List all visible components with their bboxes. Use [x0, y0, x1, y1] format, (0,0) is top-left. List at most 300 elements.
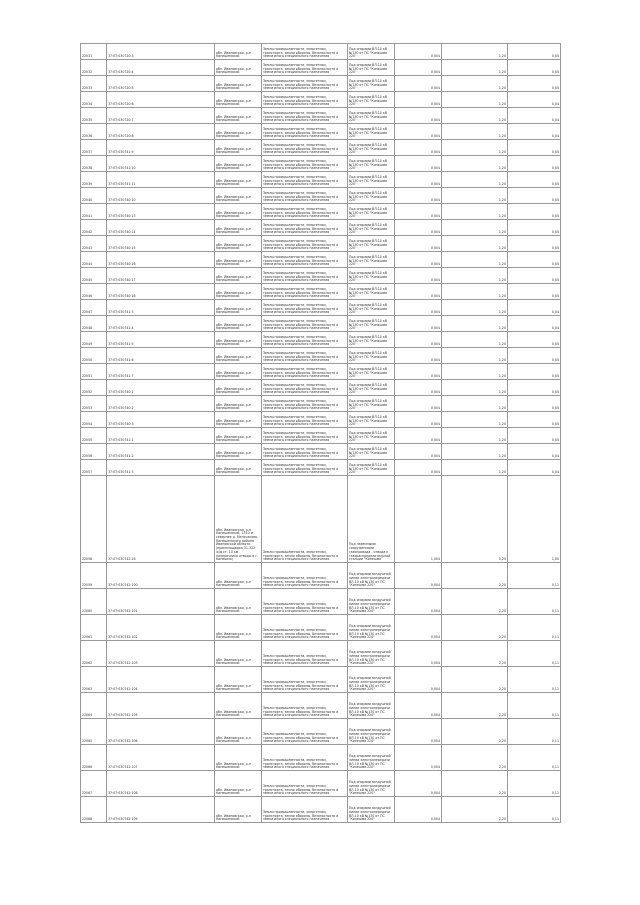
cell-rate — [442, 563, 508, 589]
cell-area-text: 0,004 — [430, 54, 440, 59]
cell-land-category-text: Земли промышленности, энергетики, транспорта, земли обороны, безопасности и земли иного специального назначения — [263, 270, 339, 283]
cell-value-text: 0,05 — [551, 438, 559, 443]
cell-location — [215, 797, 262, 823]
cell-rate — [442, 140, 508, 156]
table-row — [81, 220, 561, 236]
cell-cadastral-number — [107, 124, 215, 140]
cell-rate — [442, 428, 508, 444]
cell-land-category-text: Земли промышленности, энергетики, транспорта, земли обороны, безопасности и земли иного специального назначения — [263, 601, 339, 614]
cell-area-text: 0,004 — [430, 182, 440, 187]
cell-land-category — [262, 476, 348, 563]
cell-area — [395, 188, 442, 204]
cell-location — [215, 745, 262, 771]
cell-rate-text: 1,20 — [498, 86, 506, 91]
cell-rate — [442, 589, 508, 615]
table-row — [81, 693, 561, 719]
cell-cadastral-number-text: 37:07:030720:5 — [108, 86, 134, 91]
cell-permitted-use — [348, 444, 395, 460]
cell-permitted-use — [348, 380, 395, 396]
cell-location-text: обл. Ивановская, р-н Кинешемский — [216, 226, 251, 235]
cell-permitted-use-text: Под наземными сооружениями газопровода - отвода к газораспределительной станции "Кинешма" — [349, 542, 391, 562]
cell-area — [395, 563, 442, 589]
table-row — [81, 444, 561, 460]
cell-row-number — [81, 268, 107, 284]
cell-permitted-use — [348, 745, 395, 771]
cell-value — [508, 124, 561, 140]
cell-land-category — [262, 444, 348, 460]
cell-rate-text: 2,20 — [498, 791, 506, 796]
cell-cadastral-number-text: 37:07:030741:7 — [108, 374, 134, 379]
cell-cadastral-number — [107, 316, 215, 332]
cell-land-category-text: Земли промышленности, энергетики, транспорта, земли обороны, безопасности и земли иного специального назначения — [263, 350, 339, 363]
cell-rate-text: 1,20 — [498, 278, 506, 283]
cell-rate — [442, 220, 508, 236]
cell-rate-text: 1,20 — [498, 246, 506, 251]
cell-area — [395, 156, 442, 172]
cell-permitted-use-text: Под опорами ВЛ-10 кВ №130 от ПС "Кинешма 220" — [349, 46, 387, 59]
cell-location — [215, 615, 262, 641]
cell-cadastral-number — [107, 719, 215, 745]
cell-permitted-use-text: Под опорами ВЛ-10 кВ №130 от ПС "Кинешма 220" — [349, 254, 387, 267]
cell-area — [395, 745, 442, 771]
cell-permitted-use-text: Под опорами ВЛ-10 кВ №130 от ПС "Кинешма 220" — [349, 318, 387, 331]
cell-land-category — [262, 236, 348, 252]
cell-rate — [442, 236, 508, 252]
table-row — [81, 300, 561, 316]
cell-cadastral-number — [107, 204, 215, 220]
cell-row-number — [81, 444, 107, 460]
cell-location — [215, 771, 262, 797]
table-row — [81, 268, 561, 284]
cell-permitted-use-text: Под опорами ВЛ-10 кВ №130 от ПС "Кинешма 220" — [349, 190, 387, 203]
cell-value — [508, 188, 561, 204]
cell-permitted-use — [348, 236, 395, 252]
table-row — [81, 348, 561, 364]
cell-rate-text: 0,25 — [498, 557, 506, 562]
cell-location-text: обл. Ивановская, р-н Кинешемский — [216, 338, 251, 347]
cell-value-text: 0,05 — [551, 54, 559, 59]
cell-cadastral-number-text: 37:07:030720:4 — [108, 70, 134, 75]
cell-value — [508, 172, 561, 188]
cell-rate-text: 2,20 — [498, 765, 506, 770]
cell-value — [508, 460, 561, 476]
cell-row-number — [81, 719, 107, 745]
cell-rate — [442, 188, 508, 204]
cell-rate — [442, 156, 508, 172]
cell-rate — [442, 284, 508, 300]
cell-location-text: обл. Ивановская, р-н Кинешемский — [216, 418, 251, 427]
cell-permitted-use-text: Под опорами ВЛ-10 кВ №130 от ПС "Кинешма 220" — [349, 350, 387, 363]
cell-location — [215, 444, 262, 460]
cell-rate-text: 1,20 — [498, 262, 506, 267]
cell-location — [215, 667, 262, 693]
cell-row-number — [81, 332, 107, 348]
cell-permitted-use-text: Под опорами воздушной линии электропередачи ВЛ-10 кВ №130 от ПС "Кинешма 220" — [349, 806, 391, 822]
cell-area-text: 0,004 — [430, 262, 440, 267]
cell-value-text: 1,00 — [551, 557, 559, 562]
cell-location-text: обл. Ивановская, р-н Кинешемский — [216, 322, 251, 331]
land-registry-sheet — [80, 43, 560, 823]
cell-location — [215, 380, 262, 396]
cell-land-category — [262, 460, 348, 476]
cell-area — [395, 300, 442, 316]
cell-cadastral-number-text: 37:07:030742:108 — [108, 791, 138, 796]
cell-land-category-text: Земли промышленности, энергетики, транспорта, земли обороны, безопасности и земли иного специального назначения — [263, 549, 339, 562]
cell-value — [508, 268, 561, 284]
table-row — [81, 412, 561, 428]
cell-value — [508, 44, 561, 60]
table-row — [81, 76, 561, 92]
cell-area-text: 0,004 — [430, 198, 440, 203]
cell-cadastral-number-text: 37:07:030741:6 — [108, 358, 134, 363]
cell-permitted-use — [348, 563, 395, 589]
cell-area-text: 0,004 — [430, 374, 440, 379]
cell-permitted-use-text: Под опорами ВЛ-10 кВ №130 от ПС "Кинешма 220" — [349, 142, 387, 155]
cell-land-category — [262, 220, 348, 236]
cell-rate — [442, 460, 508, 476]
cell-permitted-use-text: Под опорами воздушной линии электропередачи ВЛ-10 кВ №130 от ПС "Кинешма 220" — [349, 598, 391, 614]
cell-value — [508, 92, 561, 108]
cell-permitted-use — [348, 412, 395, 428]
table-row — [81, 364, 561, 380]
cell-cadastral-number-text: 37:07:030720:3 — [108, 54, 134, 59]
cell-rate-text: 1,20 — [498, 134, 506, 139]
cell-rate-text: 2,20 — [498, 661, 506, 666]
cell-cadastral-number-text: 37:07:030741:10 — [108, 166, 136, 171]
cell-row-number — [81, 108, 107, 124]
cell-cadastral-number-text: 37:07:030740:14 — [108, 230, 136, 235]
cell-location — [215, 719, 262, 745]
cell-row-number-text: 22062 — [82, 661, 93, 666]
cell-cadastral-number — [107, 412, 215, 428]
cell-rate — [442, 615, 508, 641]
cell-cadastral-number-text: 37:07:030740:18 — [108, 294, 136, 299]
table-row — [81, 460, 561, 476]
cell-area-text: 0,004 — [430, 454, 440, 459]
cell-permitted-use-text: Под опорами воздушной линии электропередачи ВЛ-10 кВ №130 от ПС "Кинешма 220" — [349, 650, 391, 666]
cell-value-text: 0,05 — [551, 70, 559, 75]
cell-cadastral-number — [107, 667, 215, 693]
cell-value-text: 0,05 — [551, 294, 559, 299]
cell-value-text: 0,11 — [551, 765, 559, 770]
cell-land-category — [262, 348, 348, 364]
cell-row-number-text: 22058 — [82, 557, 93, 562]
cell-area — [395, 236, 442, 252]
cell-value — [508, 745, 561, 771]
table-row — [81, 428, 561, 444]
table-row — [81, 476, 561, 563]
cell-land-category-text: Земли промышленности, энергетики, транспорта, земли обороны, безопасности и земли иного специального назначения — [263, 414, 339, 427]
cell-area — [395, 396, 442, 412]
cell-land-category — [262, 140, 348, 156]
cell-value — [508, 693, 561, 719]
cell-row-number-text: 22038 — [82, 166, 93, 171]
cell-row-number — [81, 667, 107, 693]
cell-value — [508, 300, 561, 316]
cell-rate-text: 1,20 — [498, 342, 506, 347]
cell-value-text: 0,05 — [551, 278, 559, 283]
cell-land-category — [262, 589, 348, 615]
cell-land-category — [262, 797, 348, 823]
cell-land-category — [262, 719, 348, 745]
cell-land-category — [262, 667, 348, 693]
cell-permitted-use — [348, 76, 395, 92]
cell-permitted-use-text: Под опорами ВЛ-10 кВ №130 от ПС "Кинешма 220" — [349, 382, 387, 395]
cell-rate-text: 1,20 — [498, 470, 506, 475]
cell-location — [215, 124, 262, 140]
table-body — [81, 44, 561, 823]
cell-value — [508, 797, 561, 823]
cell-value — [508, 641, 561, 667]
cell-row-number — [81, 476, 107, 563]
cell-row-number — [81, 412, 107, 428]
cell-cadastral-number — [107, 140, 215, 156]
cell-permitted-use-text: Под опорами ВЛ-10 кВ №130 от ПС "Кинешма 220" — [349, 414, 387, 427]
cell-location — [215, 332, 262, 348]
cell-row-number-text: 22050 — [82, 358, 93, 363]
cell-value — [508, 380, 561, 396]
cell-rate-text: 1,20 — [498, 326, 506, 331]
cell-location-text: обл. Ивановская, р-н Кинешемский — [216, 683, 251, 692]
cell-row-number — [81, 236, 107, 252]
cell-land-category-text: Земли промышленности, энергетики, транспорта, земли обороны, безопасности и земли иного специального назначения — [263, 110, 339, 123]
cell-rate — [442, 719, 508, 745]
cell-area — [395, 60, 442, 76]
cell-location-text: обл. Ивановская, р-н Кинешемский — [216, 50, 251, 59]
cell-row-number — [81, 396, 107, 412]
cell-permitted-use-text: Под опорами ВЛ-10 кВ №130 от ПС "Кинешма 220" — [349, 62, 387, 75]
cell-area-text: 0,004 — [430, 687, 440, 692]
table-row — [81, 771, 561, 797]
cell-permitted-use — [348, 771, 395, 797]
cell-permitted-use — [348, 797, 395, 823]
cell-value-text: 0,11 — [551, 583, 559, 588]
cell-location-text: обл. Ивановская, р-н Кинешемский — [216, 162, 251, 171]
cell-rate-text: 1,20 — [498, 182, 506, 187]
cell-rate-text: 1,20 — [498, 230, 506, 235]
cell-area-text: 0,004 — [430, 102, 440, 107]
cell-area-text: 0,004 — [430, 246, 440, 251]
cell-land-category — [262, 745, 348, 771]
cell-land-category-text: Земли промышленности, энергетики, транспорта, земли обороны, безопасности и земли иного специального назначения — [263, 705, 339, 718]
cell-rate-text: 1,20 — [498, 454, 506, 459]
cell-area-text: 0,004 — [430, 817, 440, 822]
cell-rate — [442, 316, 508, 332]
cell-row-number-text: 22054 — [82, 422, 93, 427]
cell-cadastral-number — [107, 108, 215, 124]
cell-cadastral-number-text: 37:07:030741:11 — [108, 182, 136, 187]
cell-cadastral-number — [107, 300, 215, 316]
cell-location-text: обл. Ивановская, р-н Кинешемский — [216, 194, 251, 203]
cell-value-text: 0,11 — [551, 609, 559, 614]
table-row — [81, 140, 561, 156]
cell-permitted-use — [348, 124, 395, 140]
cell-area — [395, 252, 442, 268]
cell-rate-text: 2,20 — [498, 609, 506, 614]
cell-land-category — [262, 641, 348, 667]
cell-value-text: 0,05 — [551, 374, 559, 379]
cell-permitted-use — [348, 460, 395, 476]
cell-land-category-text: Земли промышленности, энергетики, транспорта, земли обороны, безопасности и земли иного специального назначения — [263, 382, 339, 395]
table-row — [81, 204, 561, 220]
cell-value — [508, 444, 561, 460]
cell-row-number — [81, 140, 107, 156]
cell-area — [395, 332, 442, 348]
cell-area — [395, 460, 442, 476]
cell-cadastral-number-text: 37:07:030742:105 — [108, 713, 138, 718]
cell-location — [215, 44, 262, 60]
table-row — [81, 172, 561, 188]
table-row — [81, 745, 561, 771]
cell-permitted-use-text: Под опорами воздушной линии электропередачи ВЛ-10 кВ №130 от ПС "Кинешма 220" — [349, 676, 391, 692]
cell-land-category — [262, 380, 348, 396]
cell-rate — [442, 204, 508, 220]
cell-row-number-text: 22045 — [82, 278, 93, 283]
table-row — [81, 284, 561, 300]
cell-cadastral-number-text: 37:07:030720:7 — [108, 118, 134, 123]
cell-land-category-text: Земли промышленности, энергетики, транспорта, земли обороны, безопасности и земли иного специального назначения — [263, 575, 339, 588]
cell-permitted-use-text: Под опорами ВЛ-10 кВ №130 от ПС "Кинешма 220" — [349, 462, 387, 475]
cell-location — [215, 412, 262, 428]
cell-cadastral-number — [107, 188, 215, 204]
cell-land-category — [262, 92, 348, 108]
cell-permitted-use — [348, 348, 395, 364]
cell-value — [508, 364, 561, 380]
cell-permitted-use-text: Под опорами ВЛ-10 кВ №130 от ПС "Кинешма 220" — [349, 398, 387, 411]
cell-permitted-use — [348, 667, 395, 693]
cell-area-text: 0,004 — [430, 661, 440, 666]
cell-permitted-use — [348, 92, 395, 108]
cell-rate-text: 1,20 — [498, 214, 506, 219]
cell-row-number-text: 22052 — [82, 390, 93, 395]
cell-value-text: 0,11 — [551, 661, 559, 666]
cell-rate-text: 1,20 — [498, 422, 506, 427]
cell-permitted-use-text: Под опорами воздушной линии электропередачи ВЛ-10 кВ №130 от ПС "Кинешма 220" — [349, 754, 391, 770]
cell-area-text: 0,004 — [430, 583, 440, 588]
cell-land-category-text: Земли промышленности, энергетики, транспорта, земли обороны, безопасности и земли иного специального назначения — [263, 78, 339, 91]
cell-rate-text: 2,20 — [498, 739, 506, 744]
cell-row-number-text: 22066 — [82, 765, 93, 770]
table-row — [81, 124, 561, 140]
cell-row-number-text: 22064 — [82, 713, 93, 718]
cell-value — [508, 771, 561, 797]
cell-location-text: обл. Ивановская, р-н Кинешемский — [216, 709, 251, 718]
cell-land-category-text: Земли промышленности, энергетики, транспорта, земли обороны, безопасности и земли иного специального назначения — [263, 94, 339, 107]
cell-location-text: обл. Ивановская, р-н Кинешемский — [216, 787, 251, 796]
cell-land-category — [262, 204, 348, 220]
cell-permitted-use-text: Под опорами ВЛ-10 кВ №130 от ПС "Кинешма 220" — [349, 334, 387, 347]
cell-permitted-use — [348, 284, 395, 300]
cell-permitted-use-text: Под опорами ВЛ-10 кВ №130 от ПС "Кинешма 220" — [349, 78, 387, 91]
cell-value-text: 0,05 — [551, 342, 559, 347]
cell-cadastral-number — [107, 92, 215, 108]
cell-cadastral-number — [107, 44, 215, 60]
cell-row-number — [81, 156, 107, 172]
cell-cadastral-number-text: 37:07:030742:107 — [108, 765, 138, 770]
cell-row-number — [81, 460, 107, 476]
cell-rate-text: 2,20 — [498, 583, 506, 588]
cell-land-category-text: Земли промышленности, энергетики, транспорта, земли обороны, безопасности и земли иного специального назначения — [263, 334, 339, 347]
table-row — [81, 615, 561, 641]
cell-location-text: обл. Ивановская, р-н Кинешемский — [216, 370, 251, 379]
cell-row-number — [81, 348, 107, 364]
cell-rate-text: 1,20 — [498, 358, 506, 363]
table-row — [81, 188, 561, 204]
cell-row-number — [81, 380, 107, 396]
cell-location-text: обл. Ивановская, р-н Кинешемский — [216, 434, 251, 443]
cell-row-number — [81, 589, 107, 615]
cell-cadastral-number — [107, 348, 215, 364]
cell-land-category-text: Земли промышленности, энергетики, транспорта, земли обороны, безопасности и земли иного специального назначения — [263, 238, 339, 251]
cell-row-number-text: 22056 — [82, 454, 93, 459]
cell-row-number — [81, 693, 107, 719]
table-row — [81, 589, 561, 615]
cell-value — [508, 140, 561, 156]
cell-row-number-text: 22033 — [82, 86, 93, 91]
cell-land-category — [262, 108, 348, 124]
cell-row-number — [81, 204, 107, 220]
cell-location-text: обл. Ивановская, р-н Кинешемский — [216, 354, 251, 363]
table-row — [81, 667, 561, 693]
cell-rate-text: 1,20 — [498, 118, 506, 123]
table-row — [81, 44, 561, 60]
cell-land-category — [262, 188, 348, 204]
cell-rate — [442, 771, 508, 797]
cell-permitted-use — [348, 719, 395, 745]
cell-value-text: 0,11 — [551, 687, 559, 692]
cell-location-text: обл. Ивановская, р-н Кинешемский — [216, 402, 251, 411]
cell-rate-text: 1,20 — [498, 438, 506, 443]
cell-row-number — [81, 44, 107, 60]
cell-location-text: обл. Ивановская, р-н Кинешемский — [216, 657, 251, 666]
cell-land-category — [262, 615, 348, 641]
cell-value-text: 0,05 — [551, 182, 559, 187]
cell-value — [508, 236, 561, 252]
cell-cadastral-number — [107, 156, 215, 172]
cell-area-text: 0,004 — [430, 422, 440, 427]
cell-location-text: обл. Ивановская, р-н Кинешемский, 1310 м севернее д. Мельчаково, Кинешемского района Ивановской области (промплощадка 31-322 ж/д ст. 10 км поперечника отводы в г. Кинешма) — [216, 527, 259, 562]
cell-row-number — [81, 220, 107, 236]
cell-permitted-use-text: Под опорами воздушной линии электропередачи ВЛ-10 кВ №130 от ПС "Кинешма 220" — [349, 702, 391, 718]
cell-row-number — [81, 60, 107, 76]
cell-value — [508, 396, 561, 412]
cell-rate-text: 1,20 — [498, 390, 506, 395]
cell-location-text: обл. Ивановская, р-н Кинешемский — [216, 114, 251, 123]
cell-area — [395, 364, 442, 380]
cell-rate — [442, 76, 508, 92]
cell-land-category-text: Земли промышленности, энергетики, транспорта, земли обороны, безопасности и земли иного специального назначения — [263, 174, 339, 187]
cell-row-number — [81, 563, 107, 589]
cell-area — [395, 412, 442, 428]
cell-cadastral-number — [107, 220, 215, 236]
cell-cadastral-number-text: 37:07:030740:3 — [108, 422, 134, 427]
cell-value-text: 0,04 — [551, 470, 559, 475]
cell-area-text: 0,004 — [430, 438, 440, 443]
cell-permitted-use — [348, 641, 395, 667]
cell-rate — [442, 667, 508, 693]
cell-area-text: 0,004 — [430, 230, 440, 235]
cell-rate-text: 1,20 — [498, 70, 506, 75]
cell-cadastral-number-text: 37:07:030740:17 — [108, 278, 136, 283]
cell-permitted-use — [348, 693, 395, 719]
cell-area — [395, 204, 442, 220]
cell-location — [215, 693, 262, 719]
cell-row-number-text: 22065 — [82, 739, 93, 744]
cell-cadastral-number-text: 37:07:030720:8 — [108, 134, 134, 139]
cell-value-text: 0,04 — [551, 310, 559, 315]
cell-location — [215, 60, 262, 76]
table-row — [81, 236, 561, 252]
